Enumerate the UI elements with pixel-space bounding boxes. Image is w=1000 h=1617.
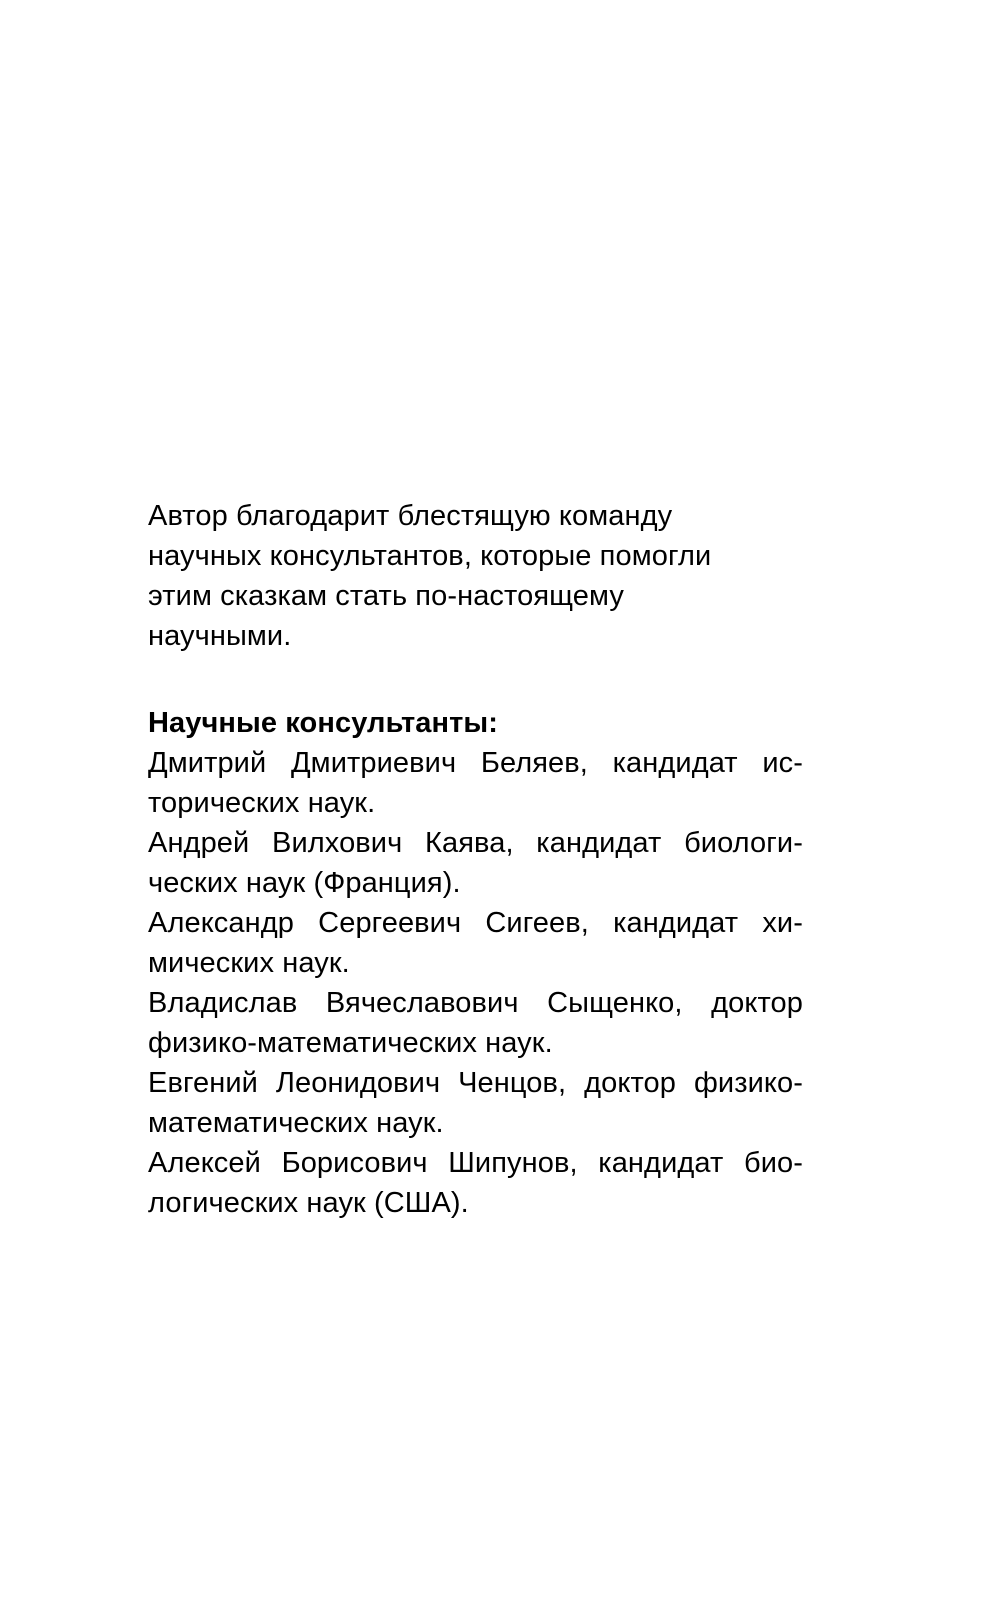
paragraph-spacer bbox=[148, 656, 803, 703]
acknowledgement-line: этим сказкам стать по-настоящему bbox=[148, 580, 624, 612]
consultant-line: Владислав Вячеславович Сыщенко, доктор bbox=[148, 987, 803, 1019]
consultant-line: Андрей Вилхович Каява, кандидат биологи- bbox=[148, 827, 803, 859]
acknowledgement-line: Автор благодарит блестящую команду bbox=[148, 500, 673, 532]
page-text bbox=[148, 496, 803, 1223]
consultants-heading: Научные консультанты: bbox=[148, 707, 499, 739]
consultant-line: ческих наук (Франция). bbox=[148, 867, 461, 899]
consultant-line: торических наук. bbox=[148, 787, 376, 819]
consultant-line: логических наук (США). bbox=[148, 1187, 469, 1219]
consultants-section bbox=[148, 703, 803, 1223]
acknowledgement-line: научных консультантов, которые помогли bbox=[148, 540, 712, 572]
consultant-line: математических наук. bbox=[148, 1107, 444, 1139]
consultant-line: Алексей Борисович Шипунов, кандидат био- bbox=[148, 1147, 803, 1179]
consultant-line: Дмитрий Дмитриевич Беляев, кандидат ис- bbox=[148, 747, 803, 779]
acknowledgement-line: научными. bbox=[148, 620, 292, 652]
acknowledgement-paragraph bbox=[148, 496, 803, 656]
consultant-line: физико-математических наук. bbox=[148, 1027, 553, 1059]
consultant-line: Евгений Леонидович Ченцов, доктор физико- bbox=[148, 1067, 803, 1099]
consultant-line: Александр Сергеевич Сигеев, кандидат хи- bbox=[148, 907, 803, 939]
consultant-line: мических наук. bbox=[148, 947, 350, 979]
